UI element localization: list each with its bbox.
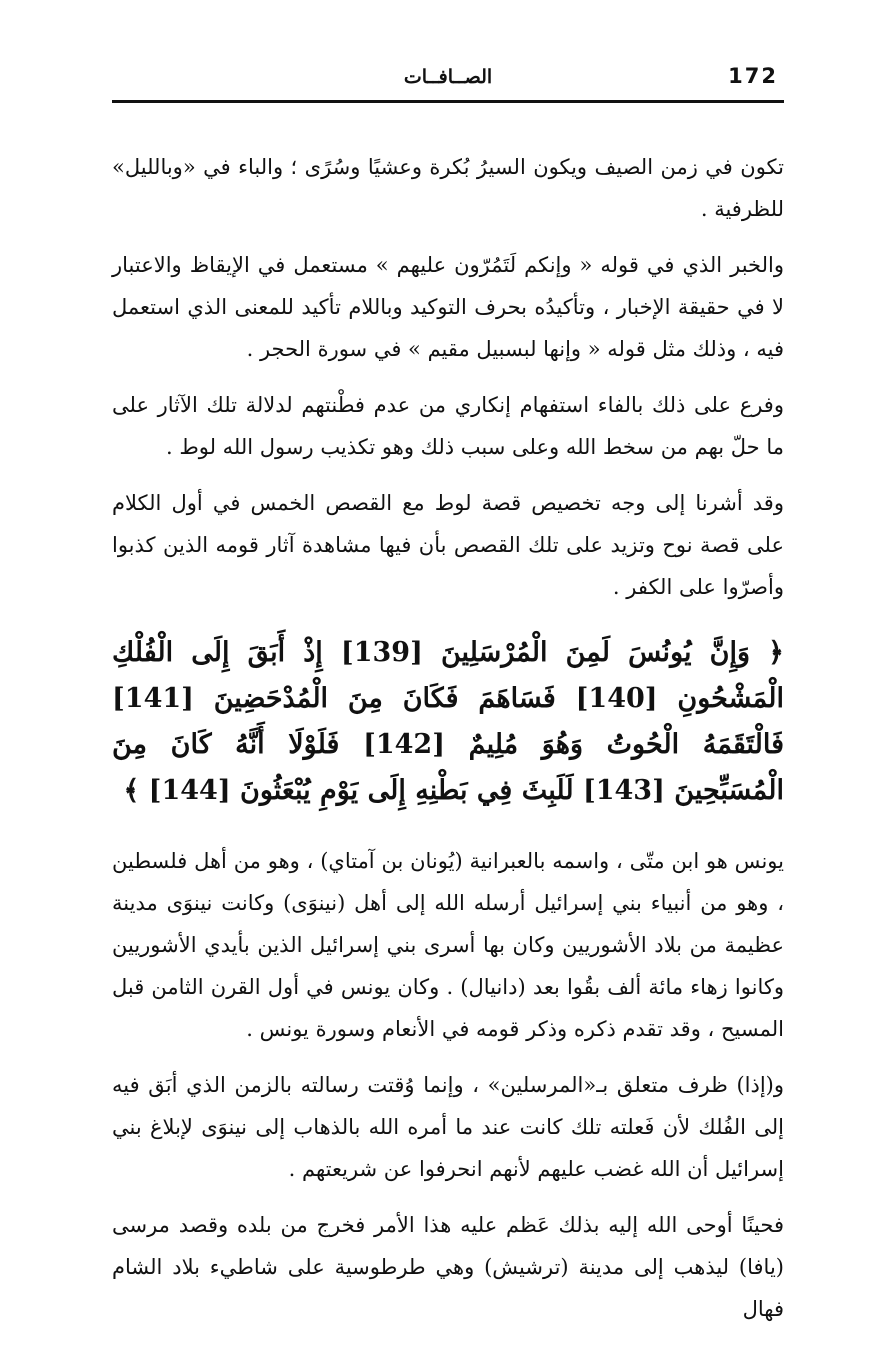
paragraph-3: وفرع على ذلك بالفاء استفهام إنكاري من عدم فطْنتهم لدلالة تلك الآثار على ما حلّ بهم من سخط الله وعلى سبب ذلك وهو تكذيب رسول الله لوط . — [112, 393, 784, 459]
quran-open-ornament: ﴿ — [768, 637, 784, 668]
quran-close-ornament: ﴾ — [123, 775, 140, 806]
paragraph-6: و(إذا) ظرف متعلق بـ«المرسلين» ، وإنما وُقتت رسالته بالزمن الذي أبَق فيه إلى الفُلك لأن فَعلته تلك كانت عند ما أمره الله بالذهاب إلى نينوَى لإبلاغ بني إسرائيل أن الله غضب عليهم لأنهم انحرفوا عن شريعتهم . — [112, 1073, 784, 1181]
surah-title: الصــافــات — [403, 66, 493, 88]
paragraph-5: يونس هو ابن متّى ، واسمه بالعبرانية (يُونان بن آمتاي) ، وهو من أهل فلسطين ، وهو من أنبياء بني إسرائيل أرسله الله إلى أهل (نينوَى) وكانت نينوَى مدينة عظيمة من بلاد الأشوريين وكان بها أسرى بني إسرائيل الذين بأيدي الأشوريين وكانوا زهاء مائة ألف بقُوا بعد (دانيال) . وكان يونس في أول القرن الثامن قبل المسيح ، وقد تقدم ذكره وذكر قومه في الأنعام وسورة يونس . — [112, 849, 784, 1041]
paragraph-7: فحينًا أوحى الله إليه بذلك عَظم عليه هذا الأمر فخرج من بلده وقصد مرسى (يافا) ليذهب إلى مدينة (ترشيش) وهي طرطوسية على شاطيء بلاد الشام فهال — [112, 1213, 784, 1321]
paragraph-4: وقد أشرنا إلى وجه تخصيص قصة لوط مع القصص الخمس في أول الكلام على قصة نوح وتزيد على تلك القصص بأن فيها مشاهدة آثار قومه الذين كذبوا وأصرّوا على الكفر . — [112, 491, 784, 599]
quran-verses — [112, 630, 784, 814]
page-number: 172 — [728, 64, 778, 88]
page-header — [112, 60, 784, 103]
paragraph-1: تكون في زمن الصيف ويكون السيرُ بُكرة وعشيًا وسُرًى ؛ والباء في «وبالليل» للظرفية . — [112, 155, 784, 221]
quran-text: وَإِنَّ يُونُسَ لَمِنَ الْمُرْسَلِينَ [139] إِذْ أَبَقَ إِلَى الْفُلْكِ الْمَشْحُونِ [140] فَسَاهَمَ فَكَانَ مِنَ الْمُدْحَضِينَ [141] فَالْتَقَمَهُ الْحُوتُ وَهُوَ مُلِيمٌ [142] فَلَوْلَا أَنَّهُ كَانَ مِنَ الْمُسَبِّحِينَ [143] لَلَبِثَ فِي بَطْنِهِ إِلَى يَوْمِ يُبْعَثُونَ [144] — [112, 637, 784, 806]
paragraph-2: والخبر الذي في قوله « وإنكم لَتَمُرّون عليهم » مستعمل في الإيقاظ والاعتبار لا في حقيقة الإخبار ، وتأكيدُه بحرف التوكيد وباللام تأكيد للمعنى الذي استعمل فيه ، وذلك مثل قوله « وإنها لبسبيل مقيم » في سورة الحجر . — [112, 253, 784, 361]
page-body — [112, 146, 784, 1344]
book-page — [112, 60, 784, 1340]
